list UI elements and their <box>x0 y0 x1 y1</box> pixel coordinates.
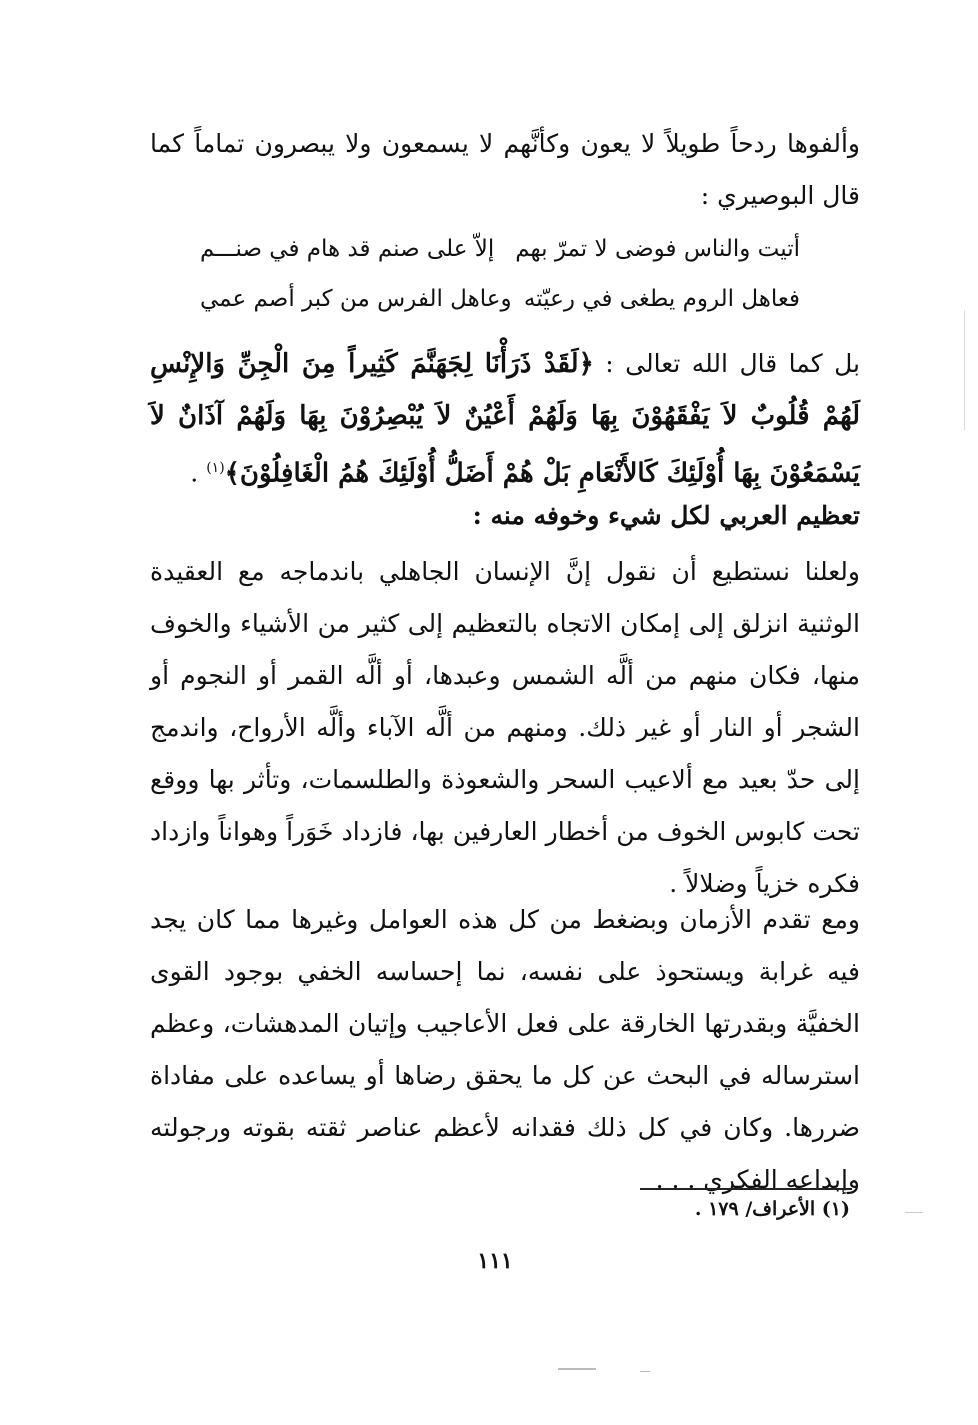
scan-artifact <box>640 1371 650 1372</box>
scan-artifact <box>905 1212 923 1213</box>
verse-second-hemistich: وعاهل الفرس من كبر أصم عمي <box>200 286 512 312</box>
page-number: ١١١ <box>477 1248 513 1274</box>
quran-quote-paragraph <box>150 338 860 499</box>
scan-artifact <box>558 1368 596 1370</box>
footnote: (١) الأعراف/ ١٧٩ . <box>694 1198 850 1220</box>
quote-end-punctuation: . <box>190 458 207 488</box>
scan-artifact <box>964 310 965 430</box>
body-paragraph: ومع تقدم الأزمان وبضغط من كل هذه العوامل وغيرها مما كان يجد فيه غرابة ويستحوذ على نفسه، نما إحساسه الخفي بوجود القوى الخفيَّة وبقدرتها الخارقة على فعل الأعاجيب وإتيان المدهشات، وعظم استرساله في البحث عن كل ما يحقق رضاها أو يساعده على مفاداة ضررها. وكان في كل ذلك فقدانه لأعظم عناصر ثقته بقوته ورجولته وإبداعه الفكري . . . <box>150 905 860 1194</box>
footnote-reference: (١) <box>206 460 225 476</box>
section-heading: تعظيم العربي لكل شيء وخوفه منه : <box>472 501 860 530</box>
verse-first-hemistich: فعاهل الروم يطغى في رعيّته <box>523 286 800 312</box>
verse-first-hemistich: أتيت والناس فوضى لا تمرّ بهم <box>515 236 800 262</box>
footnote-separator <box>640 1188 852 1190</box>
quran-ayah: ﴿لَقَدْ ذَرَأْنَا لِجَهَنَّمَ كَثِيراً مِنَ الْجِنِّ وَالإِنْسِ لَهُمْ قُلُوبٌ لاَ يَفْقَهُوْنَ بِهَا وَلَهُمْ أَعْيُنٌ لاَ يُبْصِرُوْنَ بِهَا وَلَهُمْ آذَانٌ لاَ يَسْمَعُوْنَ بِهَا أُوْلَئِكَ كَالأَنْعَامِ بَلْ هُمْ أَضَلُّ أُوْلَئِكَ هُمُ الْغَافِلُوْنَ﴾ <box>150 349 860 489</box>
poem-verse <box>200 236 800 286</box>
quote-lead-text: بل كما قال الله تعالى : <box>593 349 860 378</box>
body-paragraph: ولعلنا نستطيع أن نقول إنَّ الإنسان الجاهلي باندماجه مع العقيدة الوثنية انزلق إلى إمكان الاتجاه بالتعظيم إلى كثير من الأشياء والخوف منها، فكان منهم من ألَّه الشمس وعبدها، أو ألَّه القمر أو النجوم أو الشجر أو النار أو غير ذلك. ومنهم من ألَّه الآباء وألَّه الأرواح، واندمج إلى حدّ بعيد مع ألاعيب السحر والشعوذة والطلسمات، وتأثر بها ووقع تحت كابوس الخوف من أخطار العارفين بها، فازداد خَوَراً وهواناً وازداد فكره خزياً وضلالاً . <box>150 557 860 898</box>
poem-verse <box>200 286 800 336</box>
verse-second-hemistich: إلاّ على صنم قد هام في صنـــم <box>200 236 495 262</box>
intro-paragraph: وألفوها ردحاً طويلاً لا يعون وكأنَّهم لا يسمعون ولا يبصرون تماماً كما قال البوصيري : <box>150 129 860 210</box>
